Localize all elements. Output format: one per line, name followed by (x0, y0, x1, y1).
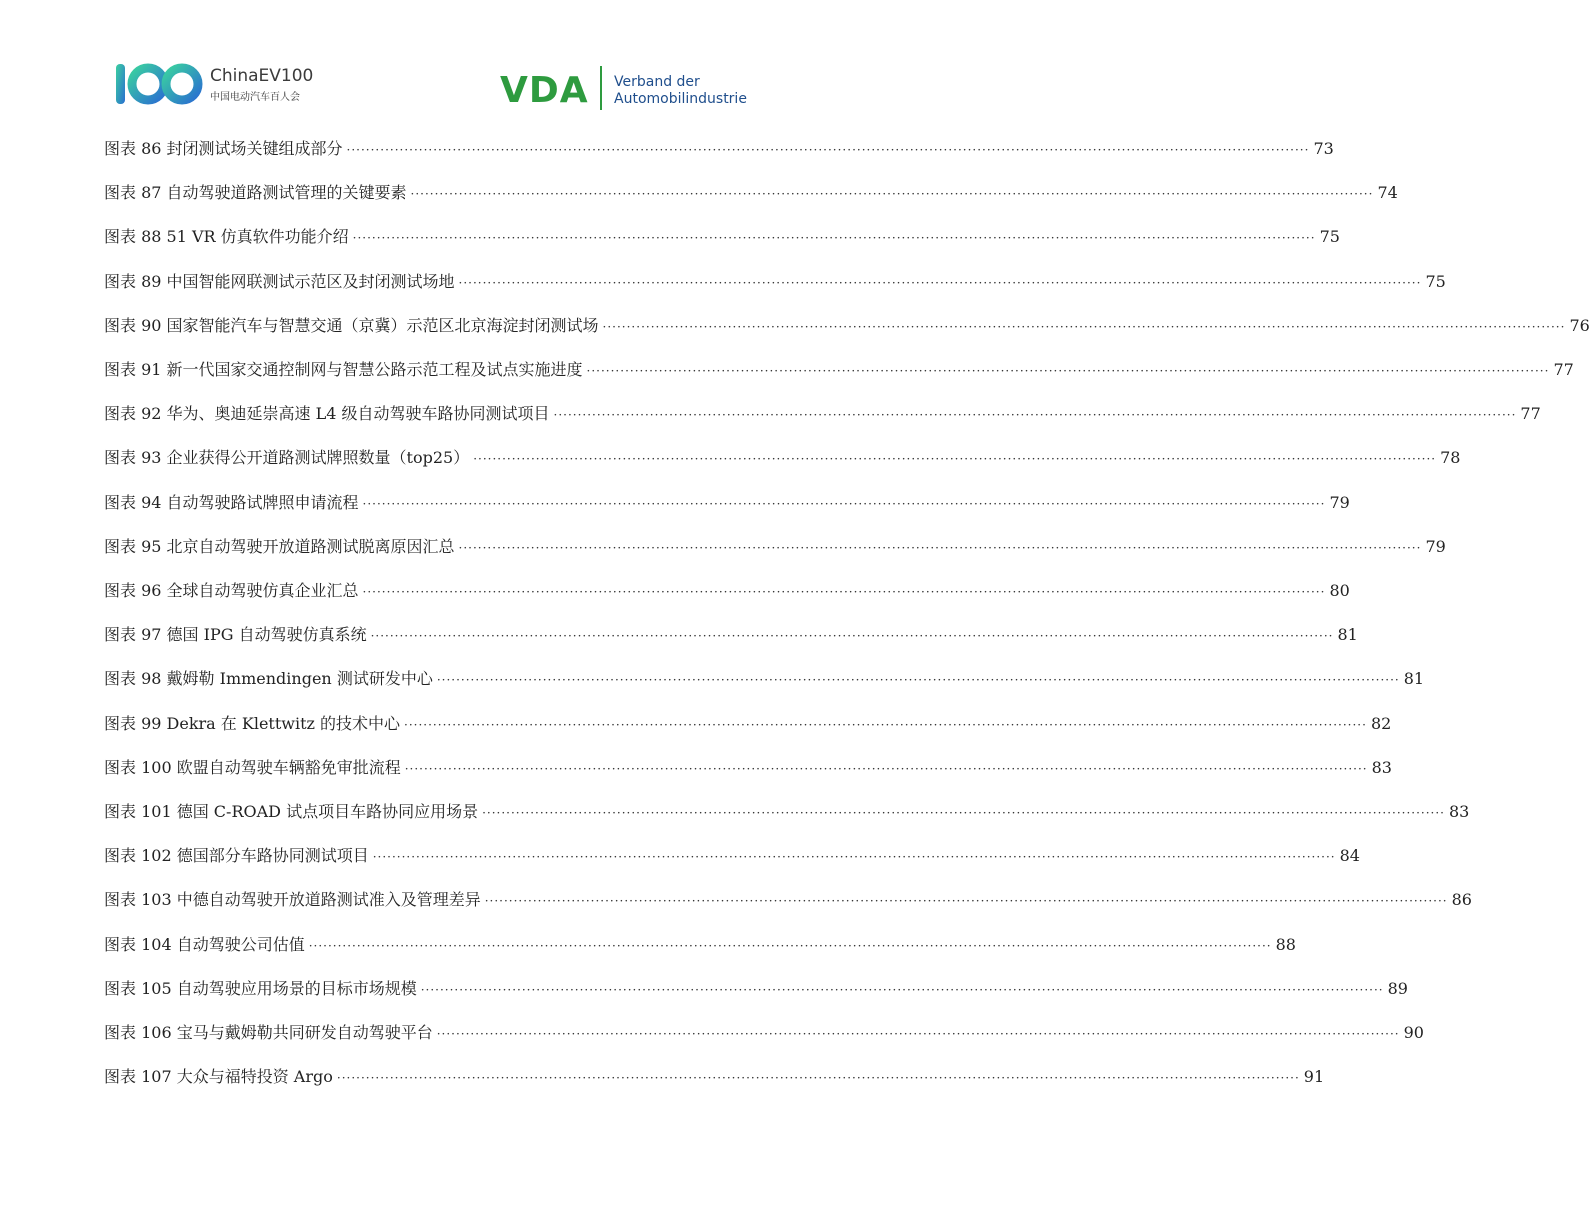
toc-entry[interactable] (104, 755, 1392, 779)
toc-leader-dots: ········································································································································································································ (473, 452, 1437, 467)
toc-leader-dots: ········································································································································································································ (436, 1027, 1400, 1041)
toc-entry-label: 图表 101 德国 C-ROAD 试点项目车路协同应用场景 (104, 802, 479, 821)
toc-leader-dots: ········································································································································································································ (336, 1071, 1300, 1086)
toc-entry-page: 74 (1377, 183, 1398, 203)
toc-entry-label: 图表 107 大众与福特投资 Argo (104, 1067, 333, 1087)
toc-leader-dots: ········································································································································································································ (372, 850, 1336, 865)
vda-logo (500, 62, 760, 118)
toc-entry[interactable] (104, 799, 1470, 823)
vda-fullname (614, 74, 747, 108)
toc-entry-page: 79 (1329, 492, 1350, 512)
chinaev100-title: ChinaEV100 (210, 66, 314, 86)
toc-entry-label: 图表 91 新一代国家交通控制网与智慧公路示范工程及试点实施进度 (104, 360, 583, 379)
chinaev100-subtitle: 中国电动汽车百人会 (210, 92, 300, 103)
toc-entry[interactable] (104, 269, 1446, 293)
chinaev100-logo (112, 58, 332, 118)
toc-entry[interactable] (104, 622, 1358, 646)
toc-entry-page: 73 (1313, 139, 1334, 158)
toc-entry[interactable] (104, 666, 1425, 690)
chinaev100-emblem-icon (112, 58, 208, 110)
toc-entry-label: 图表 106 宝马与戴姆勒共同研发自动驾驶平台 (104, 1023, 433, 1042)
toc-entry[interactable] (104, 887, 1472, 911)
toc-leader-dots: ········································································································································································································ (404, 761, 1368, 776)
toc-entry-label: 图表 97 德国 IPG 自动驾驶仿真系统 (104, 625, 367, 645)
toc-entry-page: 82 (1370, 713, 1392, 733)
toc-entry-page: 91 (1303, 1067, 1325, 1087)
toc-leader-dots: ········································································································································································································ (370, 629, 1334, 644)
toc-entry-label: 图表 105 自动驾驶应用场景的目标市场规模 (104, 978, 417, 998)
vda-divider (600, 66, 602, 110)
toc-entry-page: 75 (1319, 227, 1340, 247)
toc-leader-dots: ········································································································································································································ (420, 982, 1384, 997)
toc-leader-dots: ········································································································································································································ (602, 319, 1566, 334)
toc-entry-page: 75 (1425, 271, 1446, 291)
toc-entry-label: 图表 93 企业获得公开道路测试牌照数量（top25） (104, 448, 470, 468)
toc-entry-page: 76 (1569, 315, 1590, 335)
toc-entry-label: 图表 92 华为、奥迪延崇高速 L4 级自动驾驶车路协同测试项目 (104, 404, 550, 424)
toc-entry-page: 78 (1440, 448, 1461, 468)
toc-entry-page: 81 (1337, 625, 1358, 645)
toc-entry-page: 81 (1403, 669, 1425, 689)
toc-leader-dots: ········································································································································································································ (362, 585, 1326, 599)
toc-entry-label: 图表 99 Dekra 在 Klettwitz 的技术中心 (104, 713, 401, 733)
toc-entry[interactable] (104, 445, 1461, 469)
toc-entry[interactable] (104, 1020, 1424, 1044)
toc-entry-page: 83 (1448, 802, 1470, 821)
page-header (0, 0, 860, 130)
toc-entry-page: 90 (1403, 1023, 1424, 1042)
toc-entry-label: 图表 86 封闭测试场关键组成部分 (104, 139, 343, 158)
vda-mark: VDA (500, 70, 589, 111)
toc-leader-dots: ········································································································································································································ (352, 231, 1316, 246)
toc-entry[interactable] (104, 136, 1334, 160)
toc-leader-dots: ········································································································································································································ (484, 894, 1448, 909)
toc-entry[interactable] (104, 534, 1446, 558)
toc-entry[interactable] (104, 313, 1590, 337)
toc-entry-page: 77 (1553, 360, 1574, 379)
toc-entry[interactable] (104, 843, 1360, 867)
toc-entry-label: 图表 103 中德自动驾驶开放道路测试准入及管理差异 (104, 890, 481, 910)
toc-entry-label: 图表 87 自动驾驶道路测试管理的关键要素 (104, 183, 407, 203)
vda-name-line2: Automobilindustrie (614, 91, 747, 107)
toc-entry[interactable] (104, 224, 1340, 248)
toc-entry[interactable] (104, 578, 1350, 602)
toc-entry-label: 图表 88 51 VR 仿真软件功能介绍 (104, 227, 349, 247)
toc-leader-dots: ········································································································································································································ (482, 806, 1445, 820)
toc-entry-label: 图表 98 戴姆勒 Immendingen 测试研发中心 (104, 669, 433, 689)
toc-entry-label: 图表 94 自动驾驶路试牌照申请流程 (104, 492, 359, 512)
toc-entry[interactable] (104, 932, 1296, 956)
toc-leader-dots: ········································································································································································································ (553, 408, 1517, 423)
toc-leader-dots: ········································································································································································································ (362, 496, 1326, 511)
toc-entry-page: 86 (1451, 890, 1472, 910)
toc-entry[interactable] (104, 976, 1408, 1000)
toc-entry-page: 84 (1339, 846, 1360, 866)
toc-entry[interactable] (104, 401, 1541, 425)
toc-leader-dots: ········································································································································································································ (308, 938, 1272, 953)
toc-entry-page: 77 (1520, 404, 1541, 424)
toc-entry-label: 图表 95 北京自动驾驶开放道路测试脱离原因汇总 (104, 536, 455, 556)
toc-leader-dots: ········································································································································································································ (346, 143, 1310, 157)
vda-name-line1: Verband der (614, 74, 700, 90)
toc-leader-dots: ········································································································································································································ (458, 540, 1422, 555)
toc-entry-label: 图表 89 中国智能网联测试示范区及封闭测试场地 (104, 271, 455, 291)
toc-entry-page: 79 (1425, 536, 1446, 556)
toc-entry-page: 88 (1275, 934, 1296, 954)
toc-entry-label: 图表 104 自动驾驶公司估值 (104, 934, 305, 954)
toc-entry-label: 图表 100 欧盟自动驾驶车辆豁免审批流程 (104, 757, 401, 777)
toc-entry[interactable] (104, 1064, 1325, 1088)
toc-leader-dots: ········································································································································································································ (410, 187, 1374, 202)
toc-entry-label: 图表 102 德国部分车路协同测试项目 (104, 846, 369, 866)
toc-leader-dots: ········································································································································································································ (586, 364, 1550, 378)
toc-leader-dots: ········································································································································································································ (404, 717, 1367, 732)
toc-entry[interactable] (104, 180, 1398, 204)
toc-entry-label: 图表 96 全球自动驾驶仿真企业汇总 (104, 581, 359, 600)
toc-leader-dots: ········································································································································································································ (458, 275, 1422, 290)
toc-entry-page: 83 (1371, 757, 1392, 777)
toc-leader-dots: ········································································································································································································ (436, 673, 1400, 688)
toc-entry[interactable] (104, 490, 1350, 514)
toc-entry-label: 图表 90 国家智能汽车与智慧交通（京冀）示范区北京海淀封闭测试场 (104, 315, 599, 335)
toc-entry-page: 80 (1329, 581, 1350, 600)
toc-entry[interactable] (104, 357, 1574, 381)
toc-entry-page: 89 (1387, 978, 1408, 998)
toc-entry[interactable] (104, 711, 1392, 735)
